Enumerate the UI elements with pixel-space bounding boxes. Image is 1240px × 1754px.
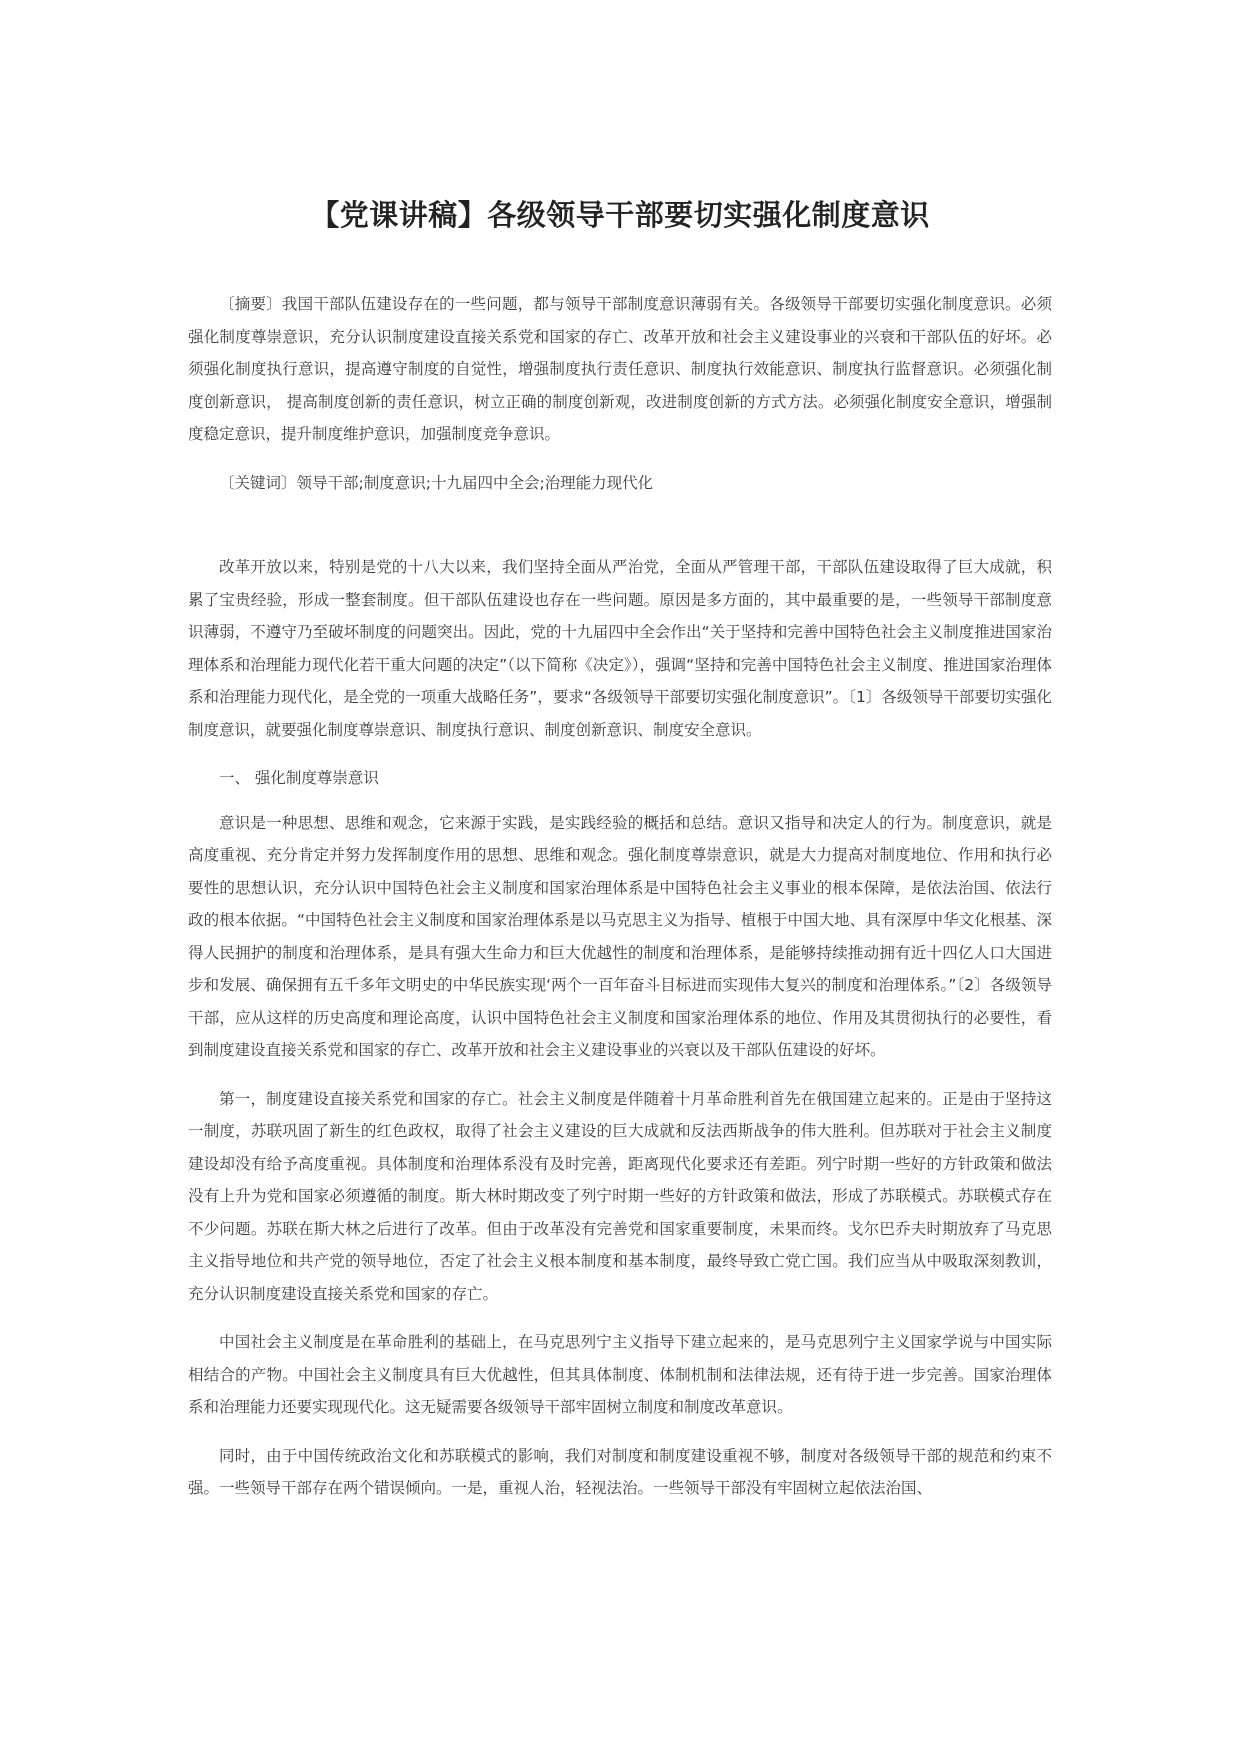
body-paragraph: 意识是一种思想、思维和观念，它来源于实践，是实践经验的概括和总结。意识又指导和决定人的行为。制度意识，就是高度重视、充分肯定并努力发挥制度作用的思想、思维和观念。强化制度尊崇意识，就是大力提高对制度地位、作用和执行必要性的思想认识，充分认识中国特色社会主义制度和国家治理体系是中国特色社会主义事业的根本保障，是依法治国、依法行政的根本依据。“中国特色社会主义制度和国家治理体系是以马克思主义为指导、植根于中国大地、具有深厚中华文化根基、深得人民拥护的制度和治理体系，是具有强大生命力和巨大优越性的制度和治理体系，是能够持续推动拥有近十四亿人口大国进步和发展、确保拥有五千多年文明史的中华民族实现‘两个一百年奋斗目标进而实现伟大复兴的制度和治理体系。”〔2〕各级领导干部，应从这样的历史高度和理论高度，认识中国特色社会主义制度和国家治理体系的地位、作用及其贯彻执行的必要性，看到制度建设直接关系党和国家的存亡、改革开放和社会主义建设事业的兴衰以及干部队伍建设的好坏。: [188, 813, 1052, 1059]
body-paragraph: 第一，制度建设直接关系党和国家的存亡。社会主义制度是伴随着十月革命胜利首先在俄国建立起来的。正是由于坚持这一制度，苏联巩固了新生的红色政权，取得了社会主义建设的巨大成就和反法西斯战争的伟大胜利。但苏联对于社会主义制度建设却没有给予高度重视。具体制度和治理体系没有及时完善，距离现代化要求还有差距。列宁时期一些好的方针政策和做法没有上升为党和国家必须遵循的制度。斯大林时期改变了列宁时期一些好的方针政策和做法，形成了苏联模式。苏联模式存在不少问题。苏联在斯大林之后进行了改革。但由于改革没有完善党和国家重要制度，未果而终。戈尔巴乔夫时期放弃了马克思主义指导地位和共产党的领导地位，否定了社会主义根本制度和基本制度，最终导致亡党亡国。我们应当从中吸取深刻教训，充分认识制度建设直接关系党和国家的存亡。: [188, 1089, 1052, 1303]
document-title: 【党课讲稿】各级领导干部要切实强化制度意识: [310, 198, 930, 233]
intro-paragraph: 改革开放以来，特别是党的十八大以来，我们坚持全面从严治党，全面从严管理干部，干部队伍建设取得了巨大成就，积累了宝贵经验，形成一整套制度。但干部队伍建设也存在一些问题。原因是多方面的，其中最重要的是，一些领导干部制度意识薄弱，不遵守乃至破坏制度的问题突出。因此，党的十九届四中全会作出“关于坚持和完善中国特色社会主义制度推进国家治理体系和治理能力现代化若干重大问题的决定”（以下简称《决定》），强调“坚持和完善中国特色社会主义制度、推进国家治理体系和治理能力现代化，是全党的一项重大战略任务”，要求“各级领导干部要切实强化制度意识”。〔1〕各级领导干部要切实强化制度意识，就要强化制度尊崇意识、制度执行意识、制度创新意识、制度安全意识。: [188, 558, 1052, 739]
keywords-paragraph: 〔关键词〕领导干部;制度意识;十九届四中全会;治理能力现代化: [219, 473, 654, 492]
section-heading: 一、 强化制度尊崇意识: [219, 769, 379, 787]
body-paragraph: 中国社会主义制度是在革命胜利的基础上，在马克思列宁主义指导下建立起来的，是马克思列宁主义国家学说与中国实际相结合的产物。中国社会主义制度具有巨大优越性，但其具体制度、体制机制和法律法规，还有待于进一步完善。国家治理体系和治理能力还要实现现代化。这无疑需要各级领导干部牢固树立制度和制度改革意识。: [188, 1333, 1052, 1416]
body-paragraph: 同时，由于中国传统政治文化和苏联模式的影响，我们对制度和制度建设重视不够，制度对各级领导干部的规范和约束不强。一些领导干部存在两个错误倾向。一是，重视人治，轻视法治。一些领导干部没有牢固树立起依法治国、: [188, 1446, 1052, 1497]
document-body: [188, 288, 1052, 1521]
abstract-paragraph: 〔摘要〕我国干部队伍建设存在的一些问题，都与领导干部制度意识薄弱有关。各级领导干部要切实强化制度意识。必须强化制度尊崇意识，充分认识制度建设直接关系党和国家的存亡、改革开放和社会主义建设事业的兴衰和干部队伍的好坏。必须强化制度执行意识，提高遵守制度的自觉性，增强制度执行责任意识、制度执行效能意识、制度执行监督意识。必须强化制度创新意识， 提高制度创新的责任意识，树立正确的制度创新观，改进制度创新的方式方法。必须强化制度安全意识，增强制度稳定意识，提升制度维护意识，加强制度竞争意识。: [188, 295, 1052, 443]
